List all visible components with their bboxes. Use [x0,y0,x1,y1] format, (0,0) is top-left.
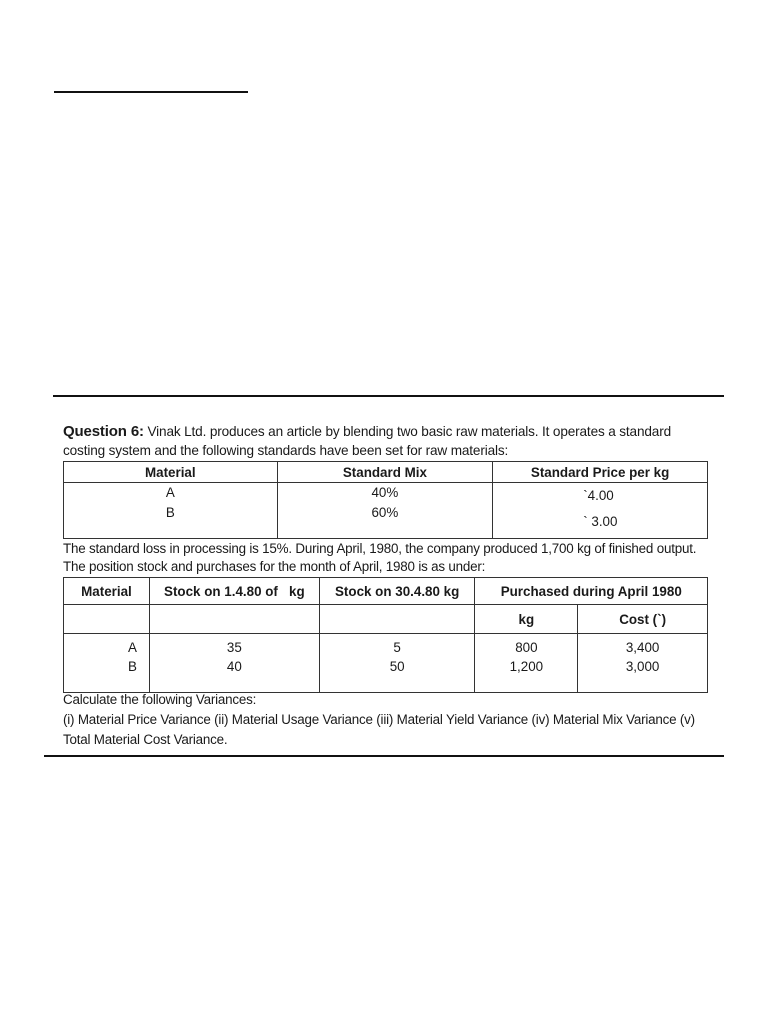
header-material: Material [64,462,278,483]
purchased-kg-cell [475,634,578,693]
header-standard-price: Standard Price per kg [493,462,708,483]
header-opening-stock: Stock on 1.4.80 of kg [149,578,319,605]
closing-a: 5 [393,640,401,655]
opening-a: 35 [226,640,242,655]
question-label: Question 6: [63,423,144,440]
stock-material-b: B [127,659,137,674]
price-cell [493,483,708,539]
header-standard-mix: Standard Mix [277,462,493,483]
purchased-cost-b: 3,000 [625,659,660,674]
section-top-rule [53,395,724,397]
opening-stock-cell [149,634,319,693]
subheader-kg: kg [475,605,578,634]
stock-header-row [64,578,708,605]
purchased-cost-cell [578,634,708,693]
header-purchased: Purchased during April 1980 [475,578,708,605]
section-bottom-rule [44,755,724,757]
stock-table [63,577,708,693]
subheader-cost: Cost (`) [578,605,708,634]
closing-stock-cell [319,634,475,693]
question-body: Vinak Ltd. produces an article by blending two basic raw materials. It operates a standard costing system and the following standards have been set for raw materials: [63,424,671,458]
mix-b: 60% [371,505,399,520]
stock-material-a: A [127,640,137,655]
mix-cell [277,483,493,539]
header-material: Material [64,578,150,605]
calc-intro: Calculate the following Variances: [63,692,257,707]
stock-data-row [64,634,708,693]
stock-material-cell [64,634,150,693]
purchased-kg-a: 800 [515,640,538,655]
material-cell [64,483,278,539]
opening-b: 40 [226,659,242,674]
purchased-cost-a: 3,400 [625,640,660,655]
closing-b: 50 [389,659,405,674]
standards-table [63,461,708,539]
short-underline-rule [54,91,248,93]
question-text [63,422,713,460]
material-b: B [165,505,175,520]
calc-line-1: (i) Material Price Variance (ii) Material Usage Variance (iii) Material Yield Variance (iv) Material Mix Variance (v) [63,712,695,727]
price-b: ` 3.00 [583,514,618,529]
header-closing-stock: Stock on 30.4.80 kg [319,578,475,605]
mix-a: 40% [371,485,399,500]
standards-data-row [64,483,708,539]
stock-subheader-row [64,605,708,634]
loss-paragraph: The standard loss in processing is 15%. During April, 1980, the company produced 1,700 kg of finished output. The position stock and purchases for the month of April, 1980 is as under: [63,541,697,574]
calculation-instructions [63,690,713,750]
material-a: A [165,485,175,500]
price-a: `4.00 [583,488,614,503]
calc-line-2: Total Material Cost Variance. [63,732,228,747]
standards-header-row [64,462,708,483]
purchased-kg-b: 1,200 [509,659,544,674]
